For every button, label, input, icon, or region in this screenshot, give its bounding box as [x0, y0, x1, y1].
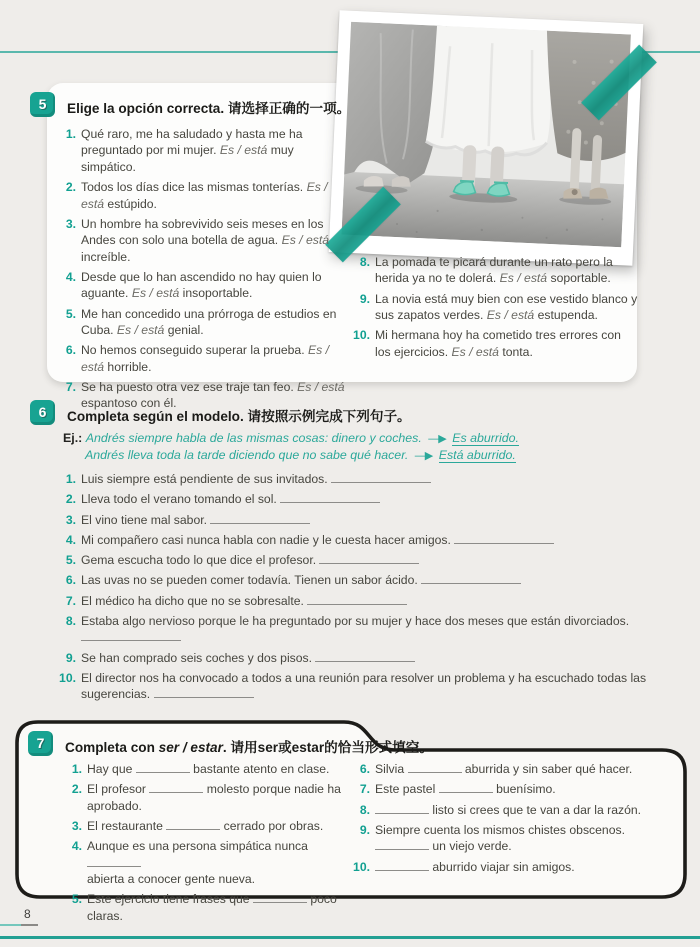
option-ser-esta: Es / está	[81, 180, 328, 211]
exercise-item	[350, 859, 666, 875]
sentence-text: Se ha puesto otra vez ese traje tan feo.	[81, 380, 298, 395]
exercise-item	[56, 306, 348, 339]
item-number: 1.	[71, 762, 82, 776]
item-text	[375, 327, 638, 360]
item-text	[87, 891, 344, 924]
exercise-item	[62, 838, 344, 887]
fill-in-blank-line	[210, 513, 310, 524]
exercise-item	[56, 572, 656, 588]
fill-in-blank-line	[307, 594, 407, 605]
item-number: 1.	[65, 472, 76, 486]
arrow-icon: —▶	[428, 433, 446, 445]
sentence-text: Silvia	[375, 762, 408, 776]
item-number: 3.	[65, 216, 76, 231]
exercise-item	[56, 532, 656, 548]
exercise6-number-badge: 6	[30, 400, 55, 425]
sentence-text: bastante atento en clase.	[189, 762, 330, 776]
item-number: 10.	[353, 328, 370, 343]
sentence-text: El profesor	[87, 782, 150, 797]
exercise-item	[62, 781, 344, 814]
item-number: 8.	[359, 255, 370, 269]
exercise-item	[350, 822, 666, 855]
option-ser-esta: Es / está	[297, 380, 345, 395]
item-number: 3.	[71, 819, 82, 833]
item-number: 6.	[359, 762, 370, 776]
item-text	[81, 593, 656, 609]
sentence-text: abierta a conocer gente nueva.	[87, 872, 256, 887]
arrow-icon: —▶	[414, 450, 433, 462]
exercise7-items-left	[62, 761, 344, 928]
sentence-text: Se han comprado seis coches y dos pisos.	[81, 650, 316, 665]
page-number: 8	[24, 907, 31, 921]
exercise-item	[350, 781, 666, 797]
sentence-text: La pomada te picará durante un rato pero la herida ya no te dolerá.	[375, 255, 613, 286]
sentence-text: Mi hermana hoy ha cometido tres errores con los ejercicios.	[375, 328, 621, 359]
sentence-text: increíble.	[81, 249, 131, 264]
exercise-item	[62, 761, 344, 777]
item-text	[81, 126, 348, 175]
item-number: 10.	[353, 859, 370, 874]
exercise6-items	[56, 471, 656, 707]
exercise-item	[56, 670, 656, 703]
sentence-text: muy simpático.	[81, 143, 294, 174]
example-sentence: Andrés lleva toda la tarde diciendo que no sabe qué hacer.	[85, 448, 409, 462]
item-text	[81, 670, 656, 703]
fill-in-blank-line	[166, 819, 220, 830]
item-text	[81, 572, 656, 588]
item-text	[81, 491, 656, 507]
sentence-text: Luis siempre está pendiente de sus invitados.	[81, 472, 331, 486]
item-number: 2.	[71, 782, 82, 797]
sentence-text: Aunque es una persona simpática nunca	[87, 839, 308, 854]
item-number: 5.	[71, 892, 82, 907]
exercise7-title-pre: Completa con	[65, 740, 159, 755]
item-text	[81, 552, 656, 568]
exercise5-title-spanish: Elige la opción correcta.	[67, 101, 225, 116]
footer-teal-tick	[0, 924, 21, 926]
fill-in-blank-line	[154, 687, 254, 698]
fill-in-blank-line	[408, 762, 462, 773]
item-text	[87, 818, 344, 834]
fill-in-blank-line	[149, 782, 203, 793]
example-row-1	[63, 430, 519, 447]
item-number: 4.	[65, 532, 76, 547]
item-text	[87, 761, 344, 777]
item-number: 7.	[359, 782, 370, 797]
item-text	[81, 306, 348, 339]
exercise7-title-chinese: 请用ser或estar的恰当形式填空。	[230, 740, 433, 755]
item-text	[81, 471, 656, 487]
sentence-text: Todos los días dice las mismas tonterías.	[81, 180, 307, 195]
sentence-text: Estaba algo nervioso porque le ha preguntado por su mujer y hace dos meses que están divorciados.	[81, 614, 630, 629]
item-text	[81, 216, 348, 265]
exercise6-title-spanish: Completa según el modelo.	[67, 409, 244, 424]
option-ser-esta: Es / está	[499, 271, 548, 286]
exercise7-title-post: .	[222, 740, 231, 755]
exercise-item	[56, 471, 656, 487]
fill-in-blank-line	[439, 782, 493, 793]
sentence-text: No hemos conseguido superar la prueba.	[81, 343, 308, 358]
exercise5-title	[67, 97, 350, 117]
item-text	[375, 291, 638, 324]
exercise5-items-left	[56, 126, 348, 416]
sentence-text: El restaurante	[87, 819, 167, 833]
sentence-text: molesto porque nadie ha aprobado.	[87, 782, 341, 813]
exercise7-items-right	[350, 761, 666, 879]
item-number: 4.	[71, 839, 82, 854]
fill-in-blank-line	[280, 492, 380, 503]
item-text	[81, 532, 656, 548]
item-text	[81, 613, 656, 646]
item-number: 4.	[65, 269, 76, 284]
sentence-text: Lleva todo el verano tomando el sol.	[81, 492, 281, 507]
exercise-item	[56, 613, 656, 646]
exercise5-items-right	[350, 254, 638, 364]
item-text	[81, 269, 348, 302]
fill-in-blank-line	[87, 856, 141, 867]
option-ser-esta: Es / está	[486, 308, 535, 323]
fill-in-blank-line	[421, 573, 521, 584]
exercise-item	[56, 342, 348, 375]
fill-in-blank-line	[253, 892, 307, 903]
sentence-text: listo si crees que te van a dar la razón.	[429, 802, 642, 817]
item-text	[375, 802, 666, 818]
item-number: 3.	[65, 512, 76, 527]
sentence-text: Este pastel	[375, 782, 439, 797]
item-text	[375, 254, 638, 287]
item-number: 9.	[359, 291, 370, 306]
exercise6-example	[63, 430, 519, 464]
sentence-text: tonta.	[498, 344, 533, 359]
item-number: 2.	[65, 180, 76, 195]
sentence-text: Un hombre ha sobrevivido seis meses en los Andes con solo una botella de agua.	[81, 216, 324, 248]
sentence-text: El vino tiene mal sabor.	[81, 512, 211, 527]
sentence-text: Me han concedido una prórroga de estudios en Cuba.	[81, 306, 337, 338]
item-number: 1.	[65, 127, 76, 141]
exercise-item	[350, 327, 638, 360]
exercise6-title	[67, 405, 411, 425]
sentence-text: El médico ha dicho que no se sobresalte.	[81, 593, 308, 608]
sentence-text: soportable.	[547, 271, 611, 286]
example-row-2	[63, 447, 519, 464]
fill-in-blank-line	[454, 533, 554, 544]
fill-in-blank-line	[136, 762, 190, 773]
sentence-text: genial.	[164, 323, 204, 338]
sentence-text: Siempre cuenta los mismos chistes obscenos.	[375, 822, 625, 837]
exercise-item	[56, 650, 656, 666]
item-number: 6.	[65, 573, 76, 588]
item-number: 9.	[359, 822, 370, 837]
sentence-text: cerrado por obras.	[220, 819, 324, 833]
sentence-text: El director nos ha convocado a todos a una reunión para resolver un problema y ha escuchado todas las sugerencias.	[81, 671, 647, 702]
item-number: 2.	[65, 492, 76, 507]
fill-in-blank-line	[375, 803, 429, 814]
item-text	[81, 512, 656, 528]
exercise-item	[56, 552, 656, 568]
item-text	[375, 822, 666, 855]
sentence-text: Mi compañero casi nunca habla con nadie y le cuesta hacer amigos.	[81, 532, 455, 547]
fill-in-blank-line	[375, 860, 429, 871]
sentence-text: espantoso con él.	[81, 396, 177, 411]
sentence-text: un viejo verde.	[429, 839, 512, 854]
sentence-text: estupenda.	[534, 308, 598, 323]
exercise-item	[62, 891, 344, 924]
fill-in-blank-line	[375, 839, 429, 850]
fill-in-blank-line	[331, 472, 431, 483]
item-text	[81, 342, 348, 375]
exercise7-title-italic: ser / estar	[158, 740, 223, 755]
option-ser-esta: Es / está	[131, 286, 180, 301]
exercise6-title-chinese: 请按照示例完成下列句子。	[243, 409, 411, 424]
footer-gray-tick	[21, 924, 38, 926]
fill-in-blank-line	[319, 553, 419, 564]
item-number: 7.	[65, 593, 76, 608]
item-text	[87, 838, 344, 887]
option-ser-esta: Es / está	[116, 323, 165, 338]
exercise7-number-badge: 7	[28, 731, 53, 756]
item-number: 7.	[65, 380, 76, 395]
exercise-item	[56, 269, 348, 302]
exercise-item	[56, 216, 348, 265]
example-answer: Está aburrido.	[438, 448, 516, 462]
sentence-text: insoportable.	[179, 286, 253, 301]
item-number: 6.	[65, 343, 76, 358]
exercise-item	[56, 512, 656, 528]
exercise-item	[56, 126, 348, 175]
sentence-text: estúpido.	[104, 196, 157, 211]
option-ser-esta: Es / está	[281, 233, 329, 248]
sentence-text: Qué raro, me ha saludado y hasta me ha preguntado por mi mujer.	[81, 127, 303, 158]
item-number: 5.	[65, 306, 76, 321]
fill-in-blank-line	[81, 630, 181, 641]
sentence-text: Este ejercicio tiene frases que	[87, 892, 253, 907]
sentence-text: La novia está muy bien con ese vestido blanco y sus zapatos verdes.	[375, 291, 638, 323]
example-label: Ej.:	[63, 431, 83, 445]
exercise7-title	[65, 736, 433, 756]
sentence-text: Gema escucha todo lo que dice el profesor.	[81, 553, 320, 568]
sentence-text: horrible.	[104, 359, 152, 374]
item-text	[87, 781, 344, 814]
sentence-text: poco claras.	[87, 892, 337, 923]
item-number: 5.	[65, 553, 76, 568]
exercise-item	[350, 291, 638, 324]
exercise5-title-chinese: 请选择正确的一项。	[224, 101, 351, 116]
bottom-divider-line	[0, 936, 700, 939]
exercise-item	[56, 491, 656, 507]
exercise5-number-badge: 5	[30, 92, 55, 117]
example-sentence: Andrés siempre habla de las mismas cosas: dinero y coches.	[85, 431, 422, 445]
exercise-item	[350, 254, 638, 287]
item-number: 10.	[59, 671, 76, 686]
item-text	[81, 179, 348, 212]
option-ser-esta: Es / está	[81, 343, 329, 374]
item-text	[375, 781, 666, 797]
item-number: 8.	[65, 614, 76, 629]
sentence-text: aburrida y sin saber qué hacer.	[461, 762, 633, 776]
exercise-item	[350, 761, 666, 777]
item-number: 9.	[65, 650, 76, 665]
item-text	[375, 761, 666, 777]
item-number: 8.	[359, 802, 370, 817]
option-ser-esta: Es / está	[451, 344, 499, 359]
exercise-item	[56, 593, 656, 609]
sentence-text: Las uvas no se pueden comer todavía. Tienen un sabor ácido.	[81, 573, 422, 588]
sentence-text: buenísimo.	[492, 782, 556, 797]
sentence-text: aburrido viajar sin amigos.	[429, 859, 575, 874]
fill-in-blank-line	[315, 651, 415, 662]
item-text	[81, 650, 656, 666]
item-text	[375, 859, 666, 875]
exercise-item	[56, 179, 348, 212]
sentence-text: Hay que	[87, 762, 136, 776]
exercise-item	[350, 802, 666, 818]
option-ser-esta: Es / está	[219, 143, 268, 158]
sentence-text: Desde que lo han ascendido no hay quien lo aguante.	[81, 269, 322, 301]
exercise-item	[62, 818, 344, 834]
example-answer: Es aburrido.	[452, 431, 519, 445]
